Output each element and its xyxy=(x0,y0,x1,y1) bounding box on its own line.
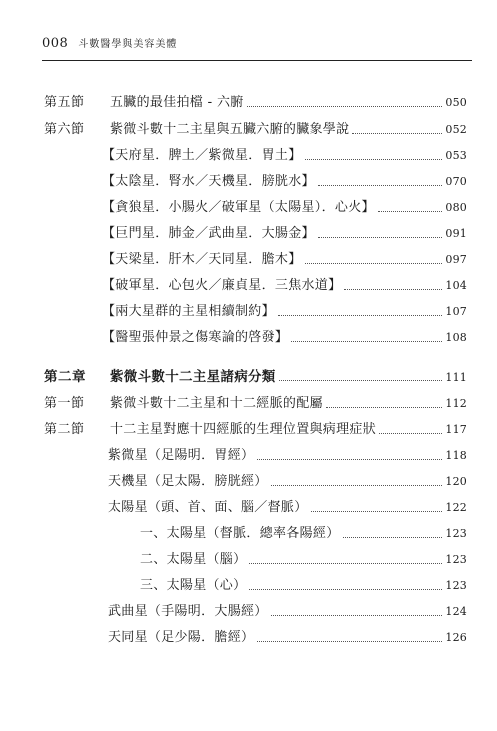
toc-entry xyxy=(0,120,497,140)
toc-entry-title: 紫微斗數十二主星和十二經脈的配屬 xyxy=(110,396,323,411)
toc-entry xyxy=(0,498,497,518)
dot-leader xyxy=(305,263,443,264)
toc-entry-title: 紫微斗數十二主星與五臟六腑的臟象學說 xyxy=(110,122,350,137)
dot-leader xyxy=(271,615,443,616)
toc-chapter-entry xyxy=(0,367,497,387)
dot-leader xyxy=(257,641,442,642)
dot-leader xyxy=(247,106,443,107)
toc-entry-page: 108 xyxy=(445,331,467,344)
dot-leader xyxy=(318,185,443,186)
toc-entry-title: 天機星（足太陽．膀胱經） xyxy=(108,474,268,489)
toc-entry-page: 050 xyxy=(445,96,467,109)
toc-entry-page: 111 xyxy=(445,371,467,384)
toc-entry-page: 123 xyxy=(445,579,467,592)
toc-entry xyxy=(0,446,497,466)
toc-entry xyxy=(0,628,497,648)
toc-entry-page: 091 xyxy=(445,227,467,240)
toc-entry-label: 第六節 xyxy=(44,122,85,137)
toc-entry-title: 天同星（足少陽．膽經） xyxy=(108,630,255,645)
dot-leader xyxy=(271,485,443,486)
toc-entry-page: 120 xyxy=(445,475,467,488)
toc-entry-title: 二、太陽星（腦） xyxy=(140,552,247,567)
toc-entry-page: 123 xyxy=(445,527,467,540)
dot-leader xyxy=(279,380,443,381)
toc-entry-title: 紫微斗數十二主星諸病分類 xyxy=(110,369,276,385)
toc-entry-title: 【天府星．脾土／紫微星．胃土】 xyxy=(102,148,302,163)
toc-entry-title: 【天梁星．肝木／天同星．膽木】 xyxy=(102,252,302,267)
toc-entry-title: 武曲星（手陽明．大腸經） xyxy=(108,604,268,619)
toc-entry-page: 118 xyxy=(445,449,467,462)
toc-entry-label: 第五節 xyxy=(44,95,85,110)
toc-entry xyxy=(0,472,497,492)
dot-leader xyxy=(249,563,442,564)
dot-leader xyxy=(326,407,443,408)
toc-entry-page: 107 xyxy=(445,305,467,318)
toc-entry xyxy=(0,394,497,414)
toc-entry-title: 【破軍星．心包火／廉貞星．三焦水道】 xyxy=(102,278,342,293)
dot-leader xyxy=(344,289,442,290)
dot-leader xyxy=(311,511,443,512)
toc-entry-title: 五臟的最佳拍檔 - 六腑 xyxy=(110,95,244,110)
toc-entry-page: 052 xyxy=(445,123,467,136)
toc-entry-label: 第一節 xyxy=(44,396,85,411)
toc-entry-page: 053 xyxy=(445,149,467,162)
dot-leader xyxy=(378,211,443,212)
toc-entry xyxy=(0,276,497,296)
toc-entry xyxy=(0,420,497,440)
dot-leader xyxy=(379,433,442,434)
toc-entry-label: 第二章 xyxy=(44,369,86,385)
toc-entry xyxy=(0,198,497,218)
toc-entry xyxy=(0,224,497,244)
toc-entry-page: 112 xyxy=(445,397,467,410)
dot-leader xyxy=(291,341,442,342)
toc-entry xyxy=(0,172,497,192)
dot-leader xyxy=(343,537,443,538)
toc-entry-title: 太陽星（頭、首、面、腦／督脈） xyxy=(108,500,308,515)
toc-entry xyxy=(0,524,497,544)
toc-entry-title: 【兩大星群的主星相續制約】 xyxy=(102,304,275,319)
toc-entry-page: 126 xyxy=(445,631,467,644)
toc-entry-page: 097 xyxy=(445,253,467,266)
toc-entry-title: 三、太陽星（心） xyxy=(140,578,247,593)
toc-entry-title: 一、太陽星（督脈．總率各陽經） xyxy=(140,526,340,541)
dot-leader xyxy=(257,459,442,460)
toc-entry-page: 104 xyxy=(445,279,467,292)
toc-entry xyxy=(0,576,497,596)
toc-entry-page: 124 xyxy=(445,605,467,618)
toc-entry-page: 070 xyxy=(445,175,467,188)
dot-leader xyxy=(352,133,442,134)
toc-entry-title: 紫微星（足陽明．胃經） xyxy=(108,448,255,463)
toc-entry-page: 122 xyxy=(445,501,467,514)
toc-entry-title: 【醫聖張仲景之傷寒論的啓發】 xyxy=(102,330,289,345)
toc-entry-title: 【貪狼星．小腸火／破軍星（太陽星）．心火】 xyxy=(102,200,375,215)
toc-entry xyxy=(0,328,497,348)
toc-entry-page: 123 xyxy=(445,553,467,566)
dot-leader xyxy=(249,589,442,590)
dot-leader xyxy=(278,315,442,316)
toc-entry xyxy=(0,302,497,322)
toc-entry-title: 十二主星對應十四經脈的生理位置與病理症狀 xyxy=(110,422,377,437)
toc-entry xyxy=(0,550,497,570)
toc-entry-title: 【太陰星．腎水／天機星．膀胱水】 xyxy=(102,174,315,189)
toc-entry xyxy=(0,602,497,622)
toc-entry xyxy=(0,250,497,270)
dot-leader xyxy=(318,237,443,238)
page-number: 008 xyxy=(42,36,69,51)
toc-entry-label: 第二節 xyxy=(44,422,85,437)
dot-leader xyxy=(305,159,443,160)
toc-entry xyxy=(0,146,497,166)
toc-entry xyxy=(0,93,497,113)
toc-entry-page: 080 xyxy=(445,201,467,214)
toc-entry-page: 117 xyxy=(445,423,467,436)
book-title: 斗數醫學與美容美體 xyxy=(78,39,178,50)
toc-entry-title: 【巨門星．肺金／武曲星．大腸金】 xyxy=(102,226,315,241)
